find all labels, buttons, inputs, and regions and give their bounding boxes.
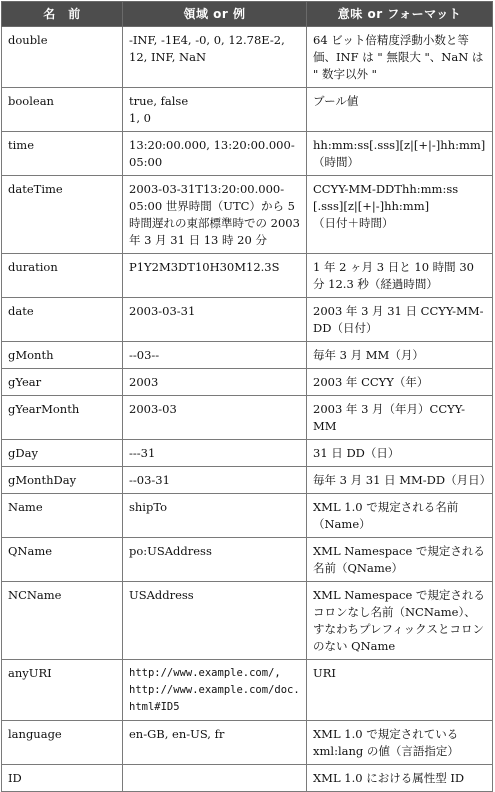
table-row (2, 342, 493, 369)
datatype-table-container (1, 1, 492, 792)
table-row (2, 176, 493, 254)
meaning-cell (307, 582, 493, 660)
type-name-cell: gMonth (2, 342, 123, 369)
table-row (2, 88, 493, 132)
example-line: P1Y2M3DT10H30M12.3S (129, 260, 280, 274)
example-line: po:USAddress (129, 544, 212, 558)
example-cell (123, 660, 307, 721)
example-cell (123, 467, 307, 494)
type-name-cell: double (2, 27, 123, 88)
meaning-line: ブール値 (313, 94, 359, 108)
example-cell (123, 298, 307, 342)
meaning-cell (307, 765, 493, 792)
meaning-cell (307, 132, 493, 176)
meaning-line: 64 ビット倍精度浮動小数と等価、INF は " 無限大 "、NaN は " 数字以外 " (313, 33, 484, 81)
meaning-line: 毎年 3 月 31 日 MM-DD（月日） (313, 473, 492, 487)
type-name-cell: dateTime (2, 176, 123, 254)
example-line: 2003-03-31T13:20:00.000-05:00 世界時間（UTC）から 5 時間遅れの東部標準時での 2003 年 3 月 31 日 13 時 20 分 (129, 182, 300, 247)
type-name-cell: gYearMonth (2, 396, 123, 440)
example-cell (123, 765, 307, 792)
example-line: 2003 (129, 375, 159, 389)
meaning-line: [.sss][z|[+|-]hh:mm] (313, 199, 430, 213)
example-line: 1, 0 (129, 111, 151, 125)
type-name-cell: gDay (2, 440, 123, 467)
meaning-line: XML 1.0 における属性型 ID (313, 771, 465, 785)
meaning-cell (307, 88, 493, 132)
example-line: en-GB, en-US, fr (129, 727, 225, 741)
meaning-cell (307, 538, 493, 582)
type-name-cell: Name (2, 494, 123, 538)
table-row (2, 660, 493, 721)
example-line: shipTo (129, 500, 168, 514)
meaning-cell (307, 27, 493, 88)
example-cell (123, 132, 307, 176)
type-name-cell: date (2, 298, 123, 342)
table-row (2, 298, 493, 342)
example-cell (123, 440, 307, 467)
meaning-cell (307, 494, 493, 538)
meaning-cell (307, 660, 493, 721)
type-name-cell: gMonthDay (2, 467, 123, 494)
meaning-line: URI (313, 666, 336, 680)
example-cell (123, 494, 307, 538)
table-row (2, 369, 493, 396)
example-line: http://www.example.com/doc. (129, 684, 300, 696)
meaning-line: XML Namespace で規定されるコロンなし名前（NCName）、すなわちプレフィックスとコロンのない QName (313, 588, 485, 653)
example-cell (123, 27, 307, 88)
example-cell (123, 721, 307, 765)
example-cell (123, 538, 307, 582)
meaning-line: （時間） (313, 155, 359, 169)
type-name-cell: language (2, 721, 123, 765)
example-line: --03-- (129, 348, 160, 362)
type-name-cell: boolean (2, 88, 123, 132)
example-line: USAddress (129, 588, 194, 602)
type-name-cell: ID (2, 765, 123, 792)
meaning-line: 2003 年 CCYY（年） (313, 375, 429, 389)
example-cell (123, 369, 307, 396)
table-row (2, 721, 493, 765)
meaning-cell (307, 721, 493, 765)
meaning-line: XML 1.0 で規定される名前（Name） (313, 500, 459, 531)
meaning-cell (307, 298, 493, 342)
type-name-cell: QName (2, 538, 123, 582)
table-header (2, 2, 493, 27)
meaning-line: 2003 年 3 月（年月）CCYY-MM (313, 402, 465, 433)
type-name-cell: time (2, 132, 123, 176)
example-line: true, false (129, 94, 189, 108)
table-body (2, 27, 493, 792)
type-name-cell: duration (2, 254, 123, 298)
example-cell (123, 582, 307, 660)
table-row (2, 440, 493, 467)
table-row (2, 765, 493, 792)
meaning-cell (307, 342, 493, 369)
header-row (2, 2, 493, 27)
header-meaning: 意味 or フォーマット (307, 2, 493, 27)
meaning-line: （日付＋時間） (313, 216, 394, 230)
meaning-line: CCYY-MM-DDThh:mm:ss (313, 182, 459, 196)
type-name-cell: anyURI (2, 660, 123, 721)
meaning-line: 1 年 2 ヶ月 3 日と 10 時間 30 分 12.3 秒（経過時間） (313, 260, 474, 291)
meaning-cell (307, 176, 493, 254)
example-line: http://www.example.com/, (129, 667, 281, 679)
table-row (2, 538, 493, 582)
example-line: 13:20:00.000, 13:20:00.000-05:00 (129, 138, 295, 169)
meaning-line: 毎年 3 月 MM（月） (313, 348, 424, 362)
table-row (2, 494, 493, 538)
example-cell (123, 396, 307, 440)
meaning-cell (307, 467, 493, 494)
datatype-table (1, 1, 493, 792)
meaning-cell (307, 440, 493, 467)
example-line: 2003-03-31 (129, 304, 196, 318)
meaning-line: XML 1.0 で規定されている xml:lang の値（言語指定） (313, 727, 459, 758)
meaning-line: 31 日 DD（日） (313, 446, 400, 460)
meaning-line: 2003 年 3 月 31 日 CCYY-MM-DD（日付） (313, 304, 484, 335)
table-row (2, 254, 493, 298)
header-name: 名 前 (2, 2, 123, 27)
example-line: ---31 (129, 446, 156, 460)
meaning-line: XML Namespace で規定される名前（QName） (313, 544, 485, 575)
example-cell (123, 176, 307, 254)
meaning-cell (307, 369, 493, 396)
table-row (2, 467, 493, 494)
meaning-cell (307, 396, 493, 440)
header-example: 領域 or 例 (123, 2, 307, 27)
example-line: -INF, -1E4, -0, 0, 12.78E-2, 12, INF, NaN (129, 33, 285, 64)
table-row (2, 132, 493, 176)
type-name-cell: gYear (2, 369, 123, 396)
example-cell (123, 254, 307, 298)
example-cell (123, 88, 307, 132)
example-line: --03-31 (129, 473, 170, 487)
table-row (2, 27, 493, 88)
example-line: 2003-03 (129, 402, 177, 416)
example-line: html#ID5 (129, 701, 180, 713)
example-cell (123, 342, 307, 369)
table-row (2, 396, 493, 440)
table-row (2, 582, 493, 660)
meaning-cell (307, 254, 493, 298)
type-name-cell: NCName (2, 582, 123, 660)
meaning-line: hh:mm:ss[.sss][z|[+|-]hh:mm] (313, 138, 486, 152)
